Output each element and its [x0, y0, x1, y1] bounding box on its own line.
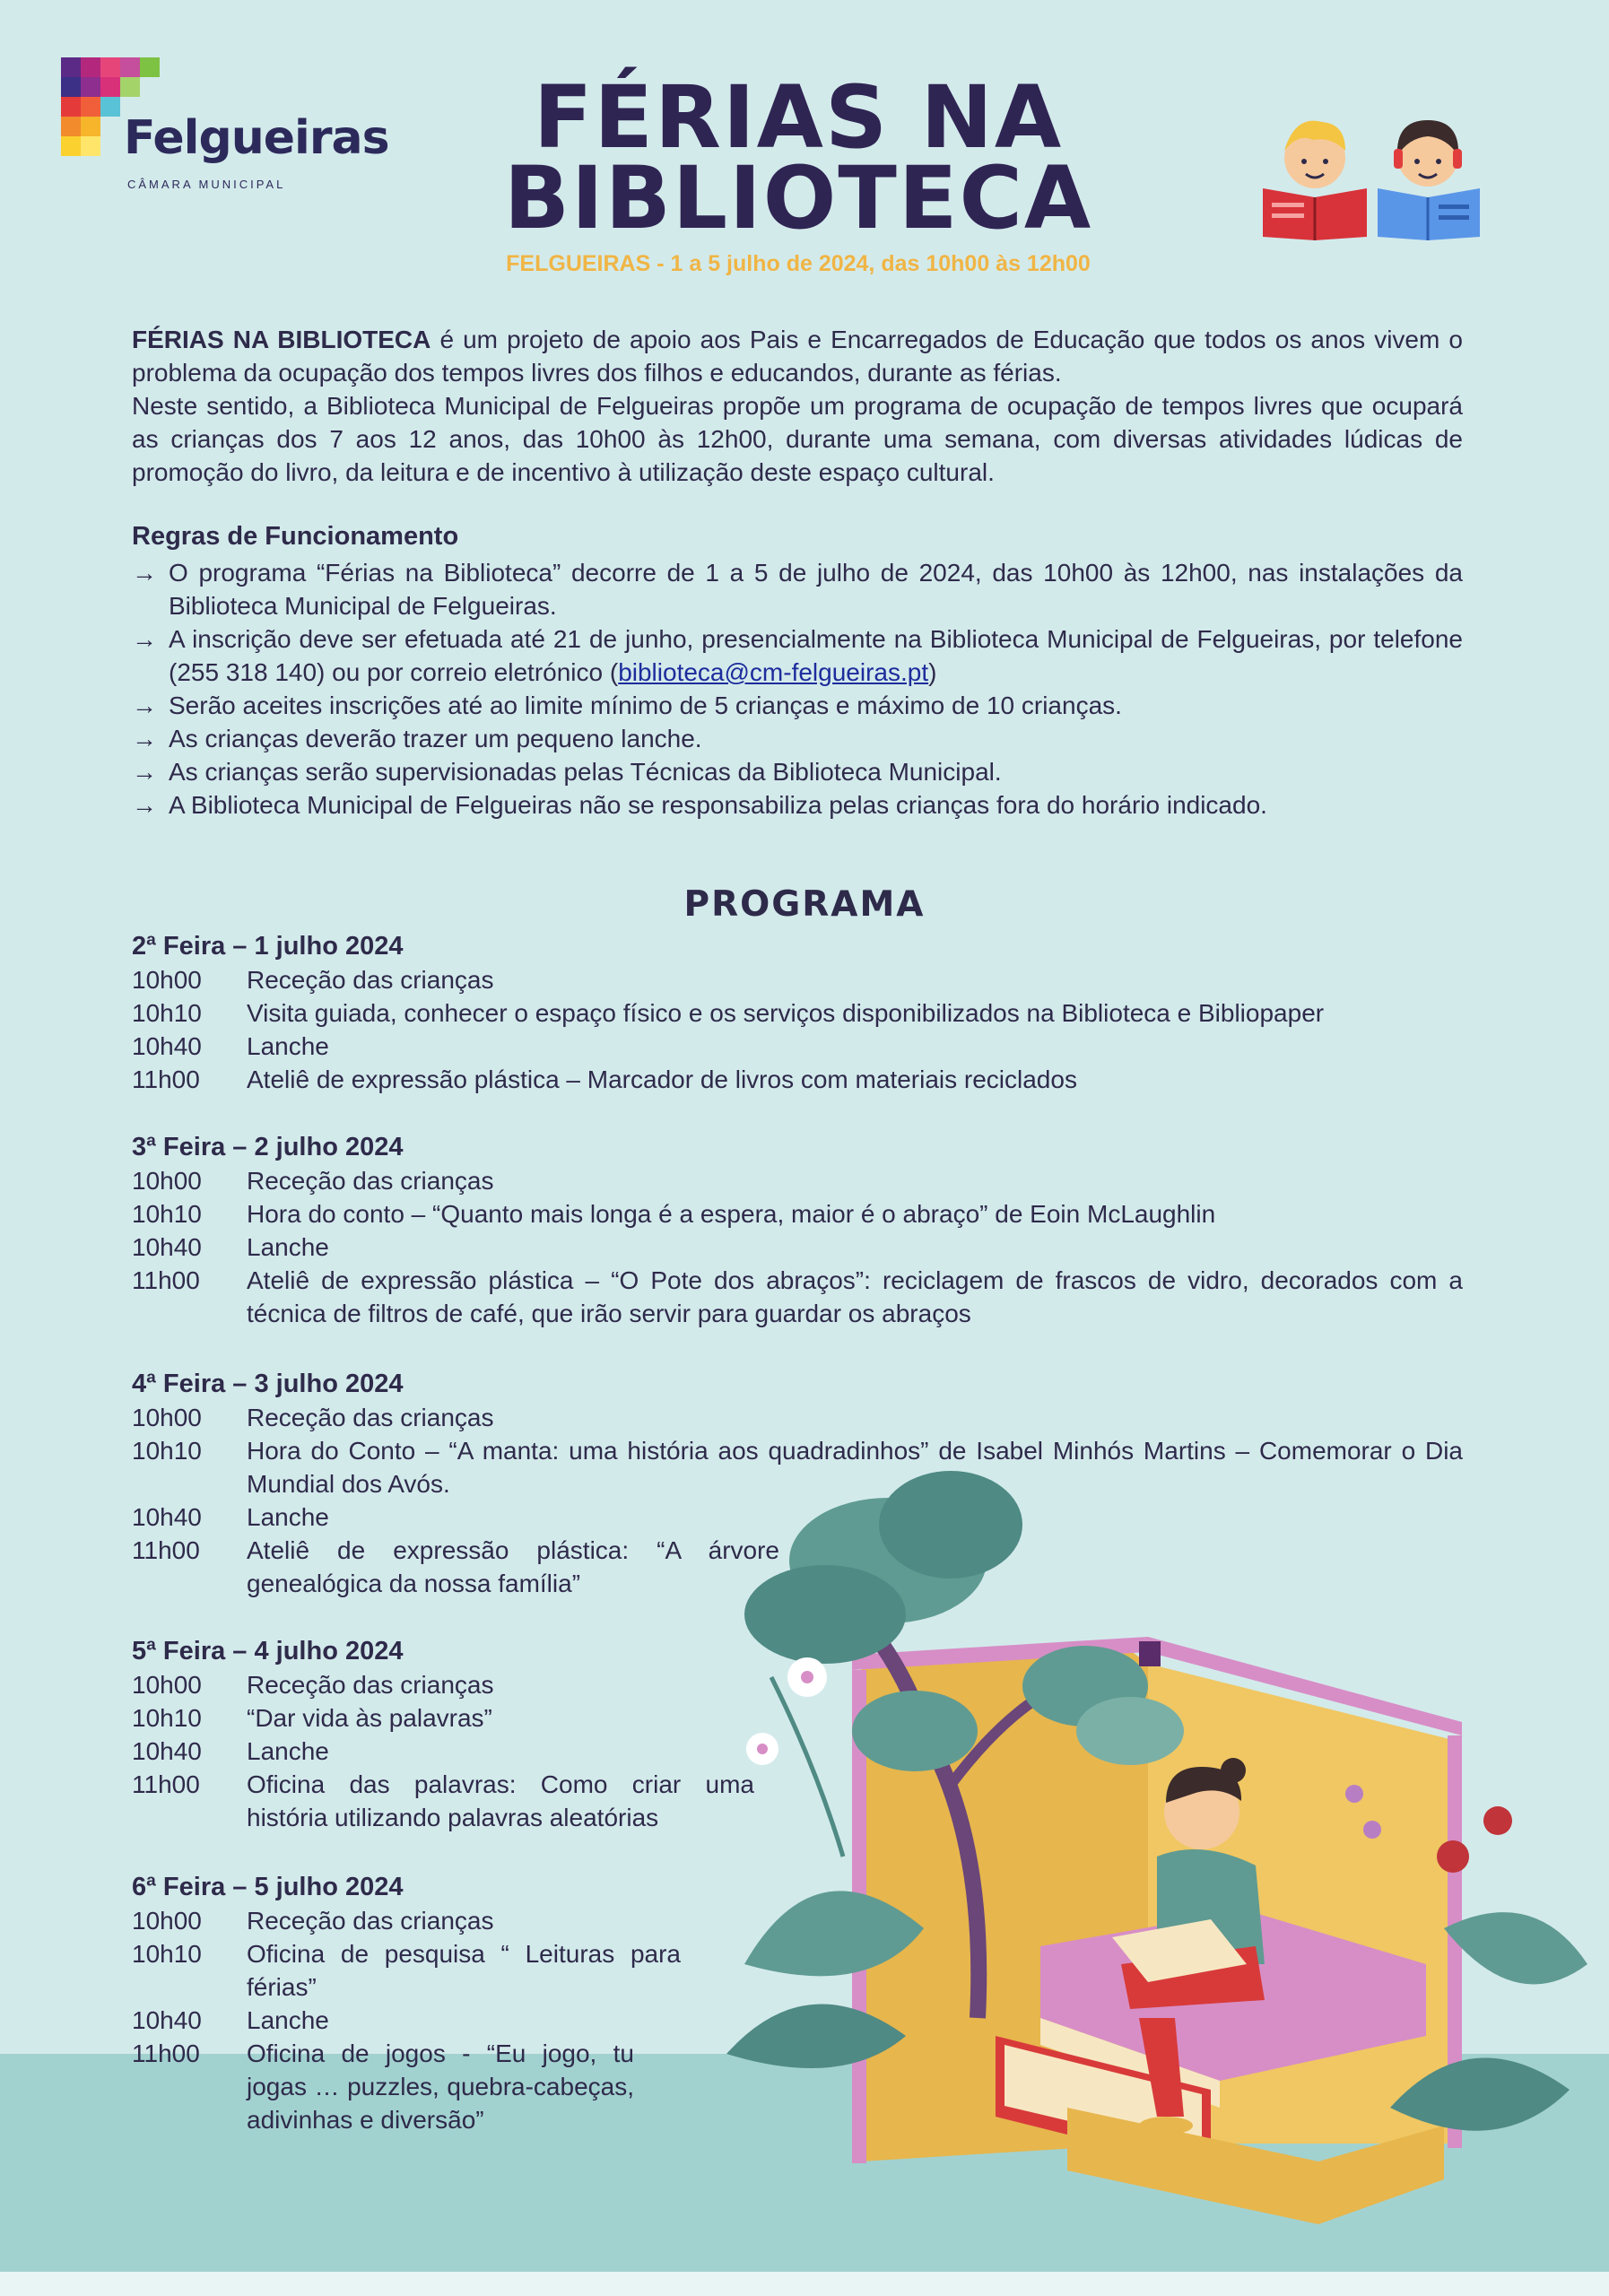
- arrow-right-icon: →: [132, 791, 157, 819]
- schedule-activity: Receção das crianças: [247, 1167, 494, 1195]
- day-block-tuesday: [132, 1131, 1463, 1330]
- schedule-row: [132, 1768, 754, 1834]
- arrow-right-icon: →: [132, 725, 157, 752]
- schedule-row: [132, 1701, 754, 1735]
- schedule-activity: Lanche: [247, 1503, 329, 1531]
- schedule-activity: Receção das crianças: [247, 966, 494, 994]
- email-link[interactable]: biblioteca@cm-felgueiras.pt: [618, 658, 929, 686]
- arrow-right-icon: →: [132, 691, 157, 719]
- intro-text: [132, 323, 1463, 489]
- logo-subtitle: CÂMARA MUNICIPAL: [127, 178, 286, 191]
- schedule-time: 10h40: [132, 1737, 202, 1765]
- intro-lead: FÉRIAS NA BIBLIOTECA: [132, 326, 431, 353]
- day-title: 4ª Feira – 3 julho 2024: [132, 1370, 404, 1398]
- schedule-row: [132, 1063, 1463, 1096]
- schedule-activity: Lanche: [247, 2006, 329, 2034]
- rule-item: [132, 689, 1463, 722]
- schedule-activity: “Dar vida às palavras”: [247, 1704, 492, 1732]
- program-title: PROGRAMA: [683, 884, 926, 925]
- day-block-monday: [132, 930, 1463, 1096]
- schedule-time: 11h00: [132, 1536, 200, 1564]
- schedule-row: [132, 963, 1463, 996]
- intro-text-1: é um projeto de apoio aos Pais e Encarregados de Educação que todos os anos vivem o problema da ocupação dos tempos livres dos filhos e educandos, durante as férias.: [132, 326, 1463, 387]
- schedule-row: [132, 1668, 754, 1701]
- schedule-activity: Lanche: [247, 1233, 329, 1261]
- rule-item: [132, 755, 1463, 788]
- intro-paragraph-2: Neste sentido, a Biblioteca Municipal de Felgueiras propõe um programa de ocupação de tempos livres que ocupará as crianças dos 7 aos 12 anos, das 10h00 às 12h00, durante uma semana, com diversas atividades lúdicas de promoção do livro, da leitura e de incentivo à utilização deste espaço cultural.: [132, 392, 1463, 486]
- rule-text: ): [928, 658, 937, 686]
- schedule-activity: Receção das crianças: [247, 1907, 494, 1935]
- rule-item: [132, 622, 1463, 689]
- schedule-row: [132, 1434, 1463, 1500]
- kids-reading-icon: [1259, 106, 1492, 240]
- schedule-activity: Receção das crianças: [247, 1404, 494, 1431]
- schedule-row: [132, 2037, 634, 2136]
- schedule-time: 10h10: [132, 1200, 202, 1228]
- schedule-time: 10h00: [132, 966, 202, 994]
- rule-text: Serão aceites inscrições até ao limite mínimo de 5 crianças e máximo de 10 crianças.: [169, 691, 1122, 719]
- schedule-activity: Lanche: [247, 1737, 329, 1765]
- rule-text: As crianças deverão trazer um pequeno lanche.: [169, 725, 702, 752]
- day-title: 6ª Feira – 5 julho 2024: [132, 1873, 404, 1901]
- schedule-time: 10h40: [132, 2006, 202, 2034]
- schedule-time: 10h00: [132, 1167, 202, 1195]
- rule-text: O programa “Férias na Biblioteca” decorre de 1 a 5 de julho de 2024, das 10h00 às 12h00, nas instalações da Biblioteca Municipal de Felgueiras.: [169, 559, 1463, 620]
- rule-item: [132, 788, 1463, 822]
- title-line-2: BIBLIOTECA: [503, 148, 1093, 248]
- day-block-friday: [132, 1871, 681, 2136]
- rule-item: [132, 722, 1463, 755]
- schedule-time: 10h10: [132, 1437, 202, 1465]
- title-line-1: FÉRIAS NA: [533, 67, 1064, 168]
- schedule-activity: Ateliê de expressão plástica: “A árvore genealógica da nossa família”: [247, 1536, 779, 1597]
- rules-list: [132, 556, 1463, 822]
- schedule-activity: Ateliê de expressão plástica – Marcador de livros com materiais reciclados: [247, 1065, 1077, 1093]
- page-title: [431, 67, 1166, 248]
- schedule-time: 11h00: [132, 1770, 200, 1798]
- schedule-row: [132, 1904, 681, 1937]
- schedule-row: [132, 1401, 1463, 1434]
- day-title: 2ª Feira – 1 julho 2024: [132, 932, 404, 961]
- day-block-thursday: [132, 1635, 754, 1834]
- page-subtitle: FELGUEIRAS - 1 a 5 julho de 2024, das 10h00 às 12h00: [506, 251, 1091, 276]
- schedule-activity: Hora do Conto – “A manta: uma história aos quadradinhos” de Isabel Minhós Martins – Comemorar o Dia Mundial dos Avós.: [247, 1437, 1463, 1498]
- schedule-activity: Hora do conto – “Quanto mais longa é a espera, maior é o abraço” de Eoin McLaughlin: [247, 1200, 1216, 1228]
- schedule-row: [132, 1231, 1463, 1264]
- schedule-row: [132, 1534, 779, 1600]
- schedule-time: 10h00: [132, 1671, 202, 1699]
- schedule-time: 10h10: [132, 1940, 202, 1968]
- schedule-activity: Lanche: [247, 1032, 329, 1060]
- schedule-time: 11h00: [132, 1266, 200, 1294]
- schedule-time: 10h10: [132, 1704, 202, 1732]
- schedule-row: [132, 1030, 1463, 1063]
- schedule-time: 10h10: [132, 999, 202, 1027]
- schedule-row: [132, 1164, 1463, 1197]
- day-title: 3ª Feira – 2 julho 2024: [132, 1133, 404, 1161]
- rule-item: [132, 556, 1463, 622]
- schedule-activity: Oficina das palavras: Como criar uma história utilizando palavras aleatórias: [247, 1770, 754, 1831]
- arrow-right-icon: →: [132, 625, 157, 653]
- schedule-activity: Visita guiada, conhecer o espaço físico e os serviços disponibilizados na Biblioteca e Bibliopaper: [247, 999, 1325, 1027]
- schedule-row: [132, 1197, 1463, 1231]
- schedule-time: 11h00: [132, 1065, 200, 1093]
- schedule-time: 10h00: [132, 1404, 202, 1431]
- rule-text: A Biblioteca Municipal de Felgueiras não se responsabiliza pelas crianças fora do horário indicado.: [169, 791, 1267, 819]
- felgueiras-logo: [61, 57, 389, 201]
- schedule-row: [132, 1264, 1463, 1330]
- schedule-activity: Receção das crianças: [247, 1671, 494, 1699]
- schedule-time: 10h40: [132, 1233, 202, 1261]
- schedule-row: [132, 996, 1463, 1030]
- schedule-time: 10h40: [132, 1032, 202, 1060]
- schedule-time: 10h40: [132, 1503, 202, 1531]
- arrow-right-icon: →: [132, 559, 157, 587]
- schedule-time: 10h00: [132, 1907, 202, 1935]
- schedule-row: [132, 2004, 681, 2037]
- schedule-row: [132, 1937, 681, 2004]
- rule-text: As crianças serão supervisionadas pelas Técnicas da Biblioteca Municipal.: [169, 758, 1002, 786]
- schedule-row: [132, 1500, 1463, 1534]
- schedule-activity: Oficina de pesquisa “ Leituras para férias”: [247, 1940, 681, 2001]
- rules-title: Regras de Funcionamento: [132, 522, 459, 551]
- rule-text: A inscrição deve ser efetuada até 21 de junho, presencialmente na Biblioteca Municipal de Felgueiras, por telefone (255 318 140) ou por correio eletrónico (: [169, 625, 1463, 686]
- schedule-activity: Ateliê de expressão plástica – “O Pote dos abraços”: reciclagem de frascos de vidro, decorados com a técnica de filtros de café, que irão servir para guardar os abraços: [247, 1266, 1463, 1327]
- schedule-activity: Oficina de jogos - “Eu jogo, tu jogas … puzzles, quebra-cabeças, adivinhas e diversão”: [247, 2039, 634, 2134]
- day-block-wednesday: [132, 1368, 1463, 1600]
- bottom-strip: [0, 2272, 1609, 2296]
- logo-name: Felgueiras: [124, 111, 389, 165]
- day-title: 5ª Feira – 4 julho 2024: [132, 1637, 404, 1665]
- schedule-time: 11h00: [132, 2039, 200, 2067]
- arrow-right-icon: →: [132, 758, 157, 786]
- intro-paragraph-1: [132, 323, 1463, 389]
- schedule-row: [132, 1735, 754, 1768]
